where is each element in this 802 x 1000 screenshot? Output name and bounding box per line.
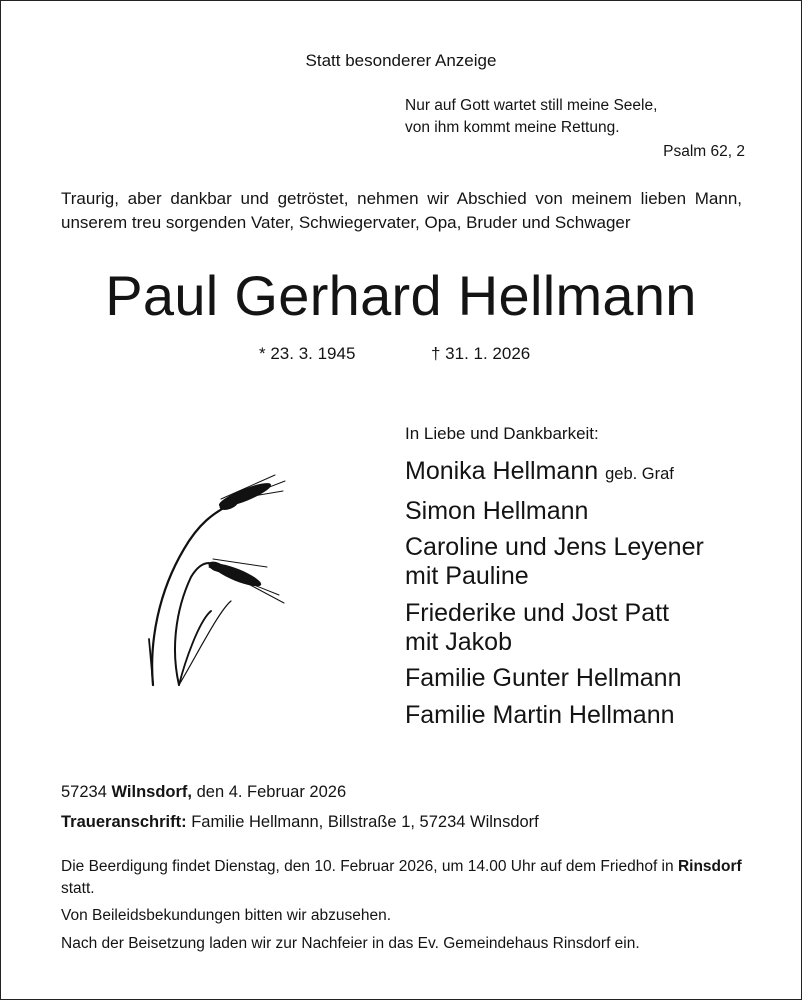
verse-line: von ihm kommt meine Rettung. — [405, 119, 620, 136]
birth-date: * 23. 3. 1945 — [259, 344, 356, 363]
mourner-name: Familie Gunter Hellmann — [405, 664, 682, 692]
mourner-name: Caroline und Jens Leyener — [405, 533, 704, 561]
mourner-name: Monika Hellmann — [405, 457, 599, 485]
mourners-list — [405, 457, 775, 737]
mourning-address — [61, 811, 539, 834]
funeral-place: Rinsdorf — [677, 858, 742, 875]
notice-header: Statt besonderer Anzeige — [305, 51, 497, 70]
verse-line: Nur auf Gott wartet still meine Seele, — [405, 97, 658, 114]
funeral-info — [61, 856, 751, 900]
gathering-note: Nach der Beisetzung laden wir zur Nachfeier in das Ev. Gemeindehaus Rinsdorf ein. — [61, 935, 640, 952]
mourner-child: mit Jakob — [405, 627, 512, 656]
mourner-child: mit Pauline — [405, 562, 529, 590]
date: den 4. Februar 2026 — [196, 783, 347, 801]
mourner-name: Simon Hellmann — [405, 496, 589, 525]
verse-reference: Psalm 62, 2 — [663, 143, 745, 160]
mourner-entry — [405, 701, 775, 730]
mourner-entry — [405, 664, 775, 693]
mourners-intro: In Liebe und Dankbarkeit: — [405, 424, 599, 443]
address-label: Traueranschrift: — [61, 813, 187, 831]
mourner-entry — [405, 457, 775, 489]
mourner-entry — [405, 497, 775, 526]
mourner-name: Familie Martin Hellmann — [405, 700, 675, 729]
bible-verse — [405, 95, 745, 139]
mourner-entry — [405, 599, 775, 657]
condolence-note: Von Beileidsbekundungen bitten wir abzusehen. — [61, 907, 392, 924]
intro-text: Traurig, aber dankbar und getröstet, nehmen wir Abschied von meinem lieben Mann, unserem treu sorgenden Vater, Schwiegervater, Opa, Bruder und Schwager — [61, 189, 742, 232]
mourner-entry — [405, 533, 775, 591]
address-value: Familie Hellmann, Billstraße 1, 57234 Wilnsdorf — [191, 813, 539, 831]
postcode: 57234 — [61, 783, 107, 801]
city: Wilnsdorf, — [111, 783, 192, 801]
wheat-ears-icon — [139, 471, 289, 687]
mourner-name: Friederike und Jost Patt — [405, 598, 670, 627]
maiden-name: geb. Graf — [605, 465, 674, 483]
funeral-text-end: statt. — [61, 880, 95, 897]
deceased-name: Paul Gerhard Hellmann — [105, 264, 697, 327]
place-and-date — [61, 781, 346, 804]
funeral-text: Die Beerdigung findet Dienstag, den 10. Februar 2026, um 14.00 Uhr auf dem Friedhof in — [61, 858, 674, 875]
death-date: † 31. 1. 2026 — [431, 344, 531, 363]
